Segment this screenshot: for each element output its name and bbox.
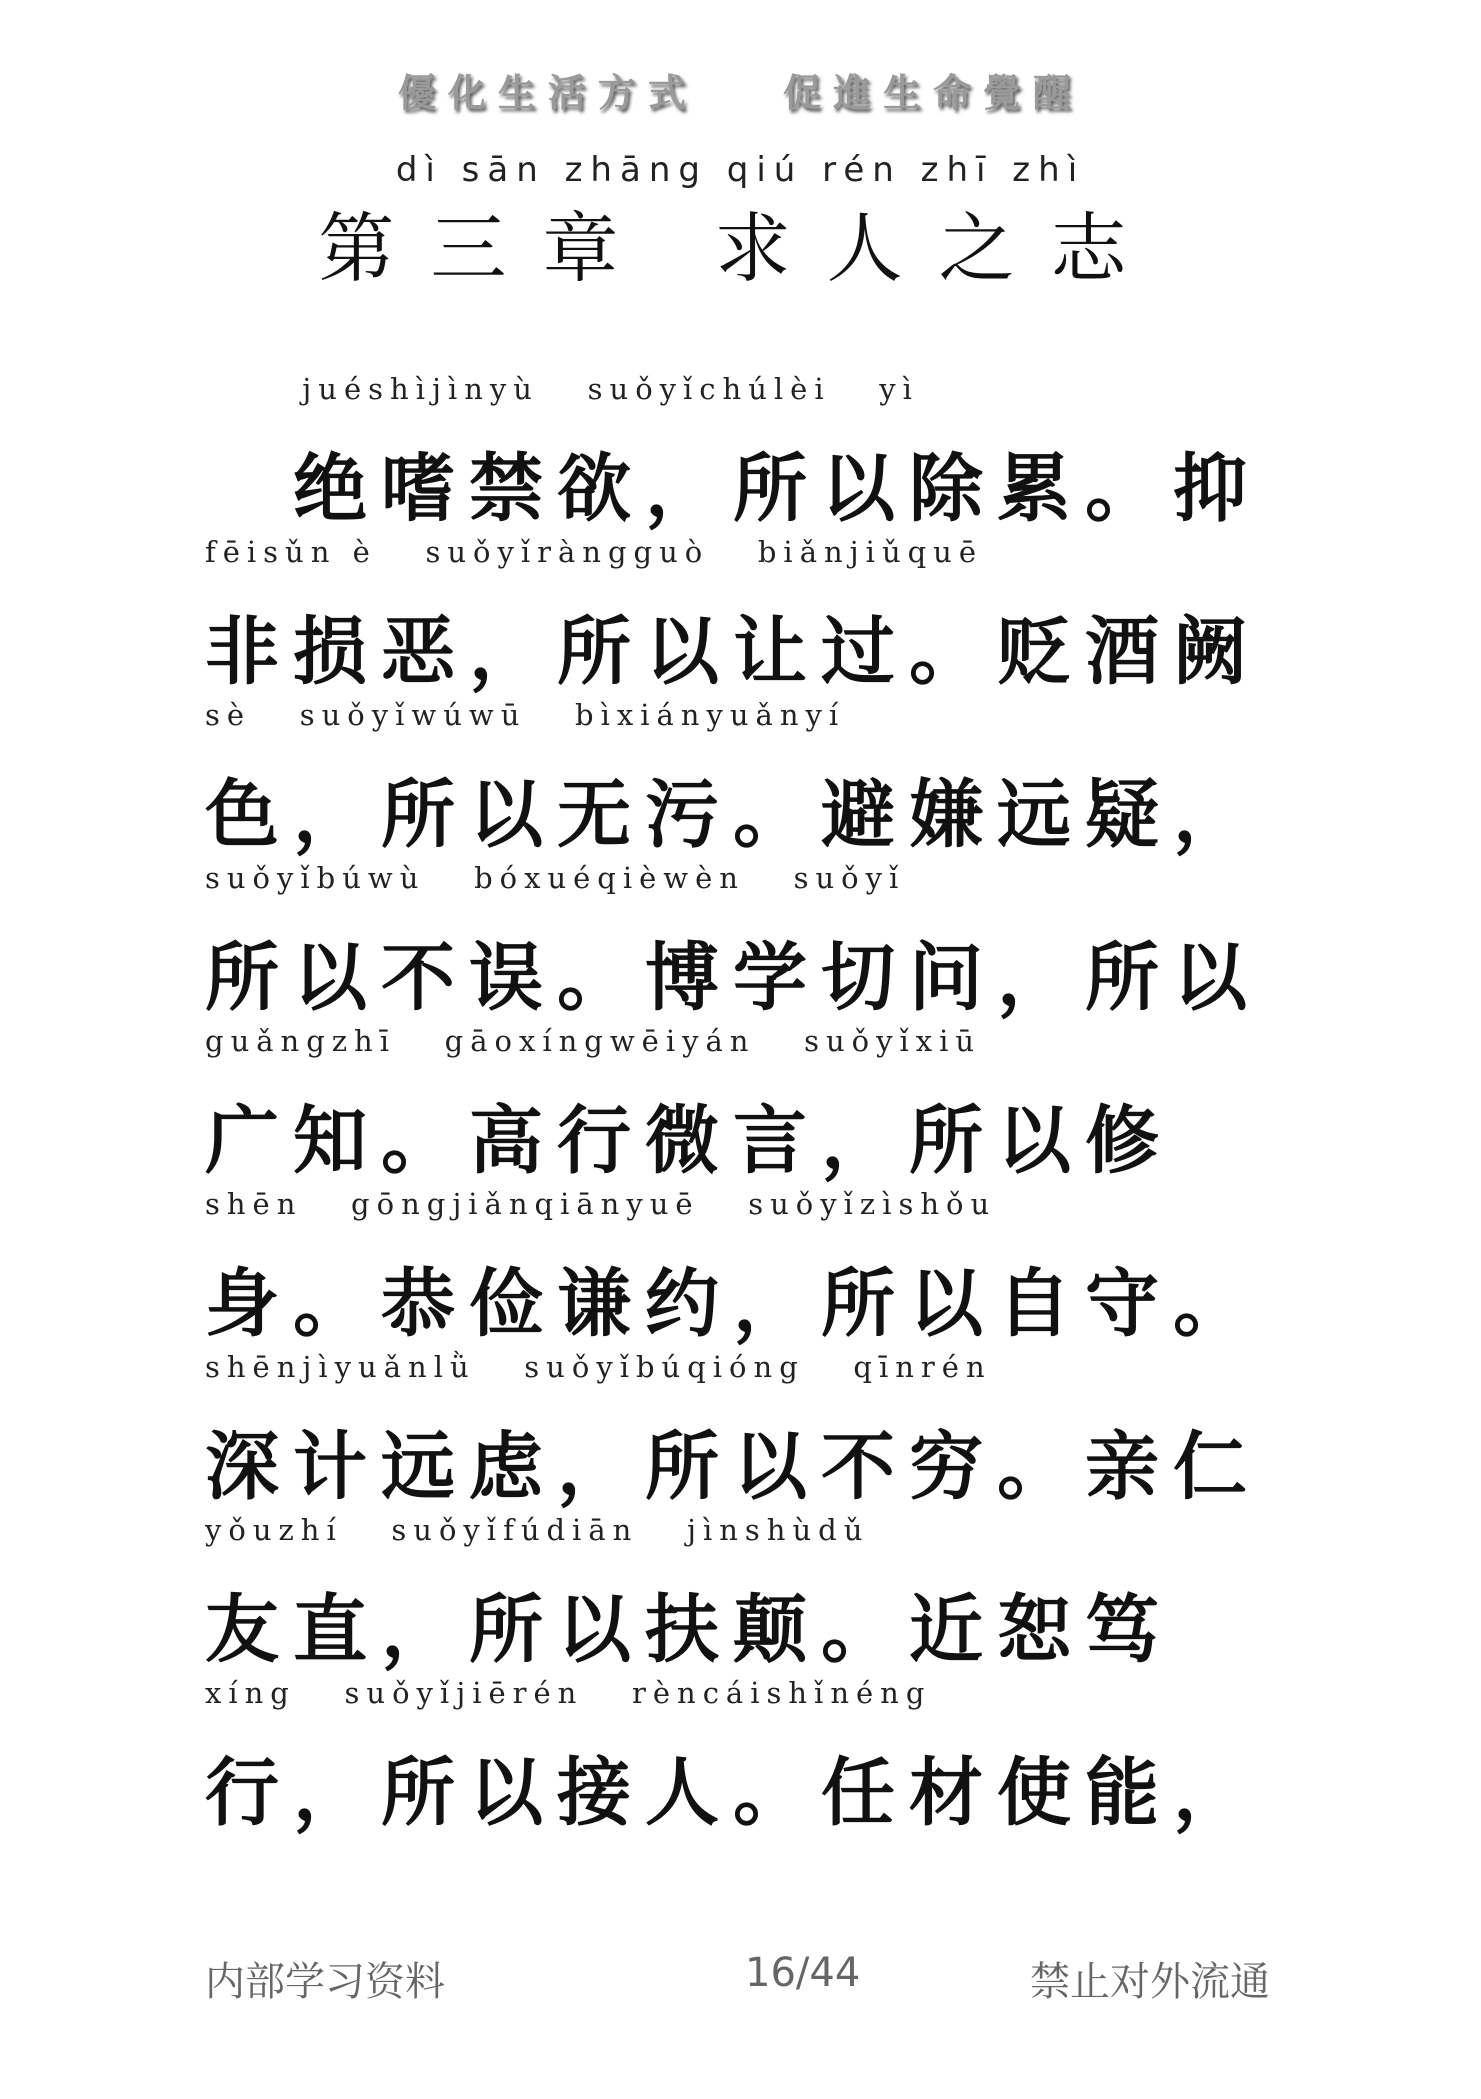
header-left-text: 優化生活方式 [397, 71, 698, 115]
text-line-6: 身。恭俭谦约，所以自守。 [205, 1261, 1261, 1347]
text-line-1: 绝嗜禁欲，所以除累。抑 [205, 446, 1261, 532]
chapter-pinyin: dì sān zhāng qiú rén zhī zhì [395, 150, 1086, 190]
text-line-9: 行，所以接人。任材使能， [205, 1750, 1261, 1836]
text-line-8: 友直，所以扶颠。近恕笃 [205, 1587, 1173, 1673]
text-line-5: 广知。高行微言，所以修 [205, 1098, 1173, 1184]
pinyin-line-9: xíng suǒyǐjiērén rèncáishǐnéng [205, 1676, 932, 1710]
page-number: 16/44 [745, 1950, 861, 1996]
pinyin-line-8: yǒuzhí suǒyǐfúdiān jìnshùdǔ [205, 1513, 870, 1547]
chapter-title: 第三章 求人之志 [318, 204, 1163, 293]
text-line-2: 非损恶，所以让过。贬酒阙 [205, 609, 1261, 695]
footer-left-text: 内部学习资料 [205, 1959, 445, 2005]
pinyin-line-6: shēn gōngjiǎnqiānyuē suǒyǐzìshǒu [205, 1187, 997, 1221]
text-line-4: 所以不误。博学切问，所以 [205, 935, 1261, 1021]
header-right-text: 促進生命覺醒 [783, 71, 1084, 115]
pinyin-line-1: juéshìjìnyù suǒyǐchúlèi yì [205, 372, 919, 406]
pinyin-line-3: sè suǒyǐwúwū bìxiányuǎnyí [205, 698, 846, 732]
page-header [0, 62, 1481, 117]
pinyin-line-4: suǒyǐbúwù bóxuéqièwèn suǒyǐ [205, 861, 906, 895]
text-line-7: 深计远虑，所以不穷。亲仁 [205, 1424, 1261, 1510]
pinyin-line-7: shēnjìyuǎnlǜ suǒyǐbúqióng qīnrén [205, 1350, 992, 1384]
text-line-3: 色，所以无污。避嫌远疑， [205, 772, 1261, 858]
pinyin-line-5: guǎngzhī gāoxíngwēiyán suǒyǐxiū [205, 1024, 982, 1058]
footer-right-text: 禁止对外流通 [1030, 1959, 1270, 2005]
pinyin-line-2: fēisǔn è suǒyǐràngguò biǎnjiǔquē [205, 535, 984, 569]
